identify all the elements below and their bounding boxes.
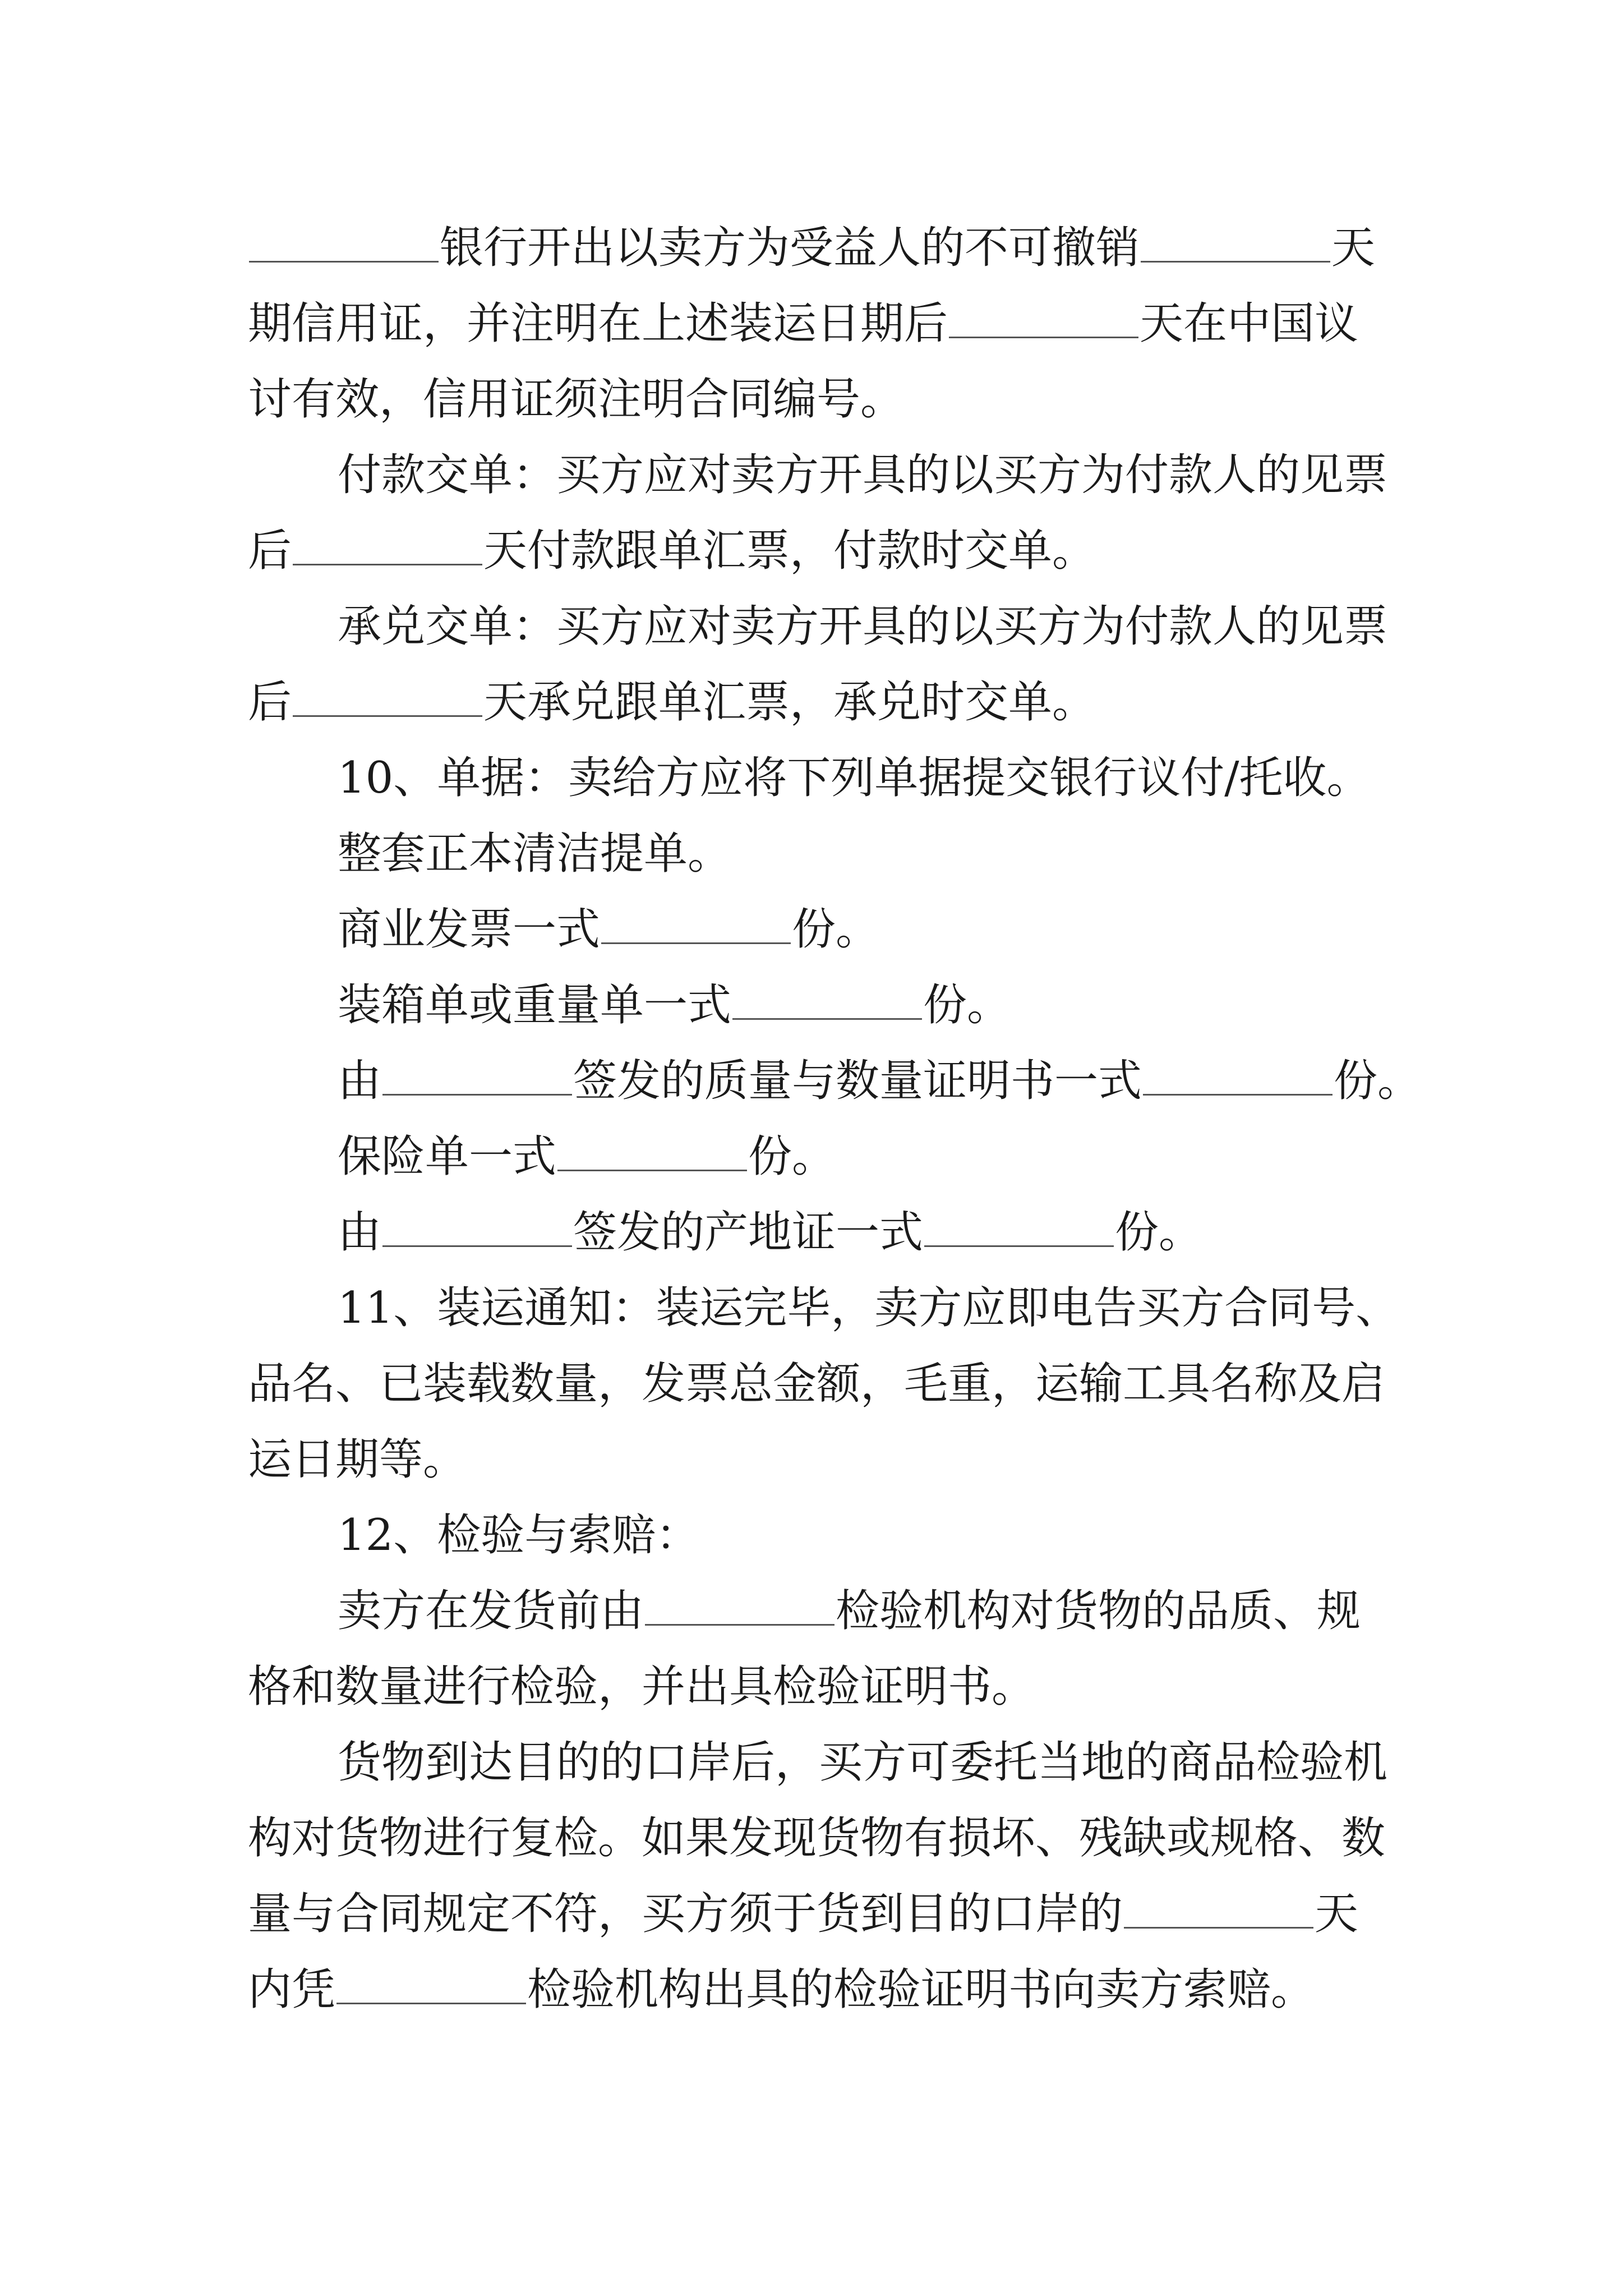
- text-segment: 11、装运通知：装运完毕，卖方应即电告买方合同号、: [338, 1283, 1400, 1333]
- text-line: [248, 1432, 467, 1488]
- paragraph-start-line: [338, 1734, 1387, 1791]
- fill-in-blank: [645, 1589, 834, 1626]
- text-segment: 份。: [923, 980, 1011, 1030]
- text-segment: 份。: [792, 904, 880, 955]
- text-segment: 份。: [1334, 1056, 1422, 1106]
- text-segment: 后: [248, 526, 292, 576]
- text-segment: 天承兑跟单汇票，承兑时交单。: [483, 677, 1096, 728]
- text-segment: 构对货物进行复检。如果发现货物有损坏、残缺或规格、数: [248, 1813, 1386, 1864]
- text-segment: 天: [1331, 223, 1376, 273]
- paragraph-start-line: [338, 826, 731, 882]
- text-segment: 格和数量进行检验，并出具检验证明书。: [248, 1662, 1036, 1712]
- paragraph-start-line: [338, 977, 1011, 1033]
- text-segment: 银行开出以卖方为受益人的不可撤销: [440, 223, 1140, 273]
- text-segment: 装箱单或重量单一式: [338, 980, 732, 1030]
- text-segment: 付款交单：买方应对卖方开具的以买方为付款人的见票: [338, 450, 1388, 500]
- text-segment: 期信用证，并注明在上述装运日期后: [248, 298, 948, 349]
- text-line: [248, 371, 904, 427]
- section-heading: [338, 1280, 1399, 1336]
- fill-in-blank: [1143, 1059, 1332, 1096]
- text-segment: 卖方在发货前由: [338, 1586, 644, 1636]
- text-segment: 运日期等。: [248, 1434, 467, 1485]
- text-line: [248, 1886, 1358, 1942]
- text-segment: 天付款跟单汇票，付款时交单。: [483, 526, 1096, 576]
- fill-in-blank: [293, 680, 482, 717]
- fill-in-blank: [249, 226, 439, 263]
- text-segment: 由: [338, 1207, 382, 1258]
- text-line: [248, 1356, 1385, 1412]
- text-line: [248, 296, 1358, 352]
- paragraph-start-line: [338, 447, 1387, 503]
- fill-in-blank: [924, 1211, 1114, 1247]
- text-line: [248, 1962, 1315, 2018]
- text-segment: 保险单一式: [338, 1131, 557, 1182]
- text-segment: 由: [338, 1056, 382, 1106]
- paragraph-start-line: [338, 1129, 836, 1185]
- text-segment: 天在中国议: [1140, 298, 1359, 349]
- fill-in-blank: [732, 983, 922, 1020]
- text-segment: 承兑交单：买方应对卖方开具的以买方为付款人的见票: [338, 601, 1388, 652]
- section-heading: [338, 750, 1371, 806]
- text-line: [248, 1810, 1385, 1866]
- text-line: [248, 674, 1096, 730]
- text-segment: 量与合同规定不符，买方须于货到目的口岸的: [248, 1889, 1123, 1939]
- text-line: [248, 220, 1375, 276]
- text-segment: 整套正本清洁提单。: [338, 829, 732, 879]
- text-line: [248, 1659, 1035, 1715]
- text-line: [248, 523, 1096, 579]
- fill-in-blank: [1141, 226, 1330, 263]
- paragraph-start-line: [338, 901, 879, 958]
- text-segment: 后: [248, 677, 292, 728]
- text-segment: 10、单据：卖给方应将下列单据提交银行议付/托收。: [338, 753, 1371, 803]
- text-segment: 份。: [748, 1131, 836, 1182]
- fill-in-blank: [949, 302, 1138, 338]
- fill-in-blank: [336, 1968, 526, 2004]
- text-segment: 内凭: [248, 1964, 336, 2015]
- paragraph-start-line: [338, 1583, 1361, 1639]
- text-segment: 签发的质量与数量证明书一式: [573, 1056, 1142, 1106]
- fill-in-blank: [382, 1211, 572, 1247]
- text-segment: 签发的产地证一式: [573, 1207, 924, 1258]
- fill-in-blank: [557, 1135, 747, 1171]
- section-heading: [338, 1507, 699, 1563]
- text-segment: 份。: [1115, 1207, 1203, 1258]
- paragraph-start-line: [338, 599, 1387, 655]
- paragraph-start-line: [338, 1053, 1421, 1109]
- paragraph-start-line: [338, 1204, 1202, 1260]
- text-segment: 检验机构对货物的品质、规: [836, 1586, 1361, 1636]
- fill-in-blank: [1124, 1892, 1313, 1929]
- text-segment: 讨有效，信用证须注明合同编号。: [248, 374, 905, 425]
- text-segment: 商业发票一式: [338, 904, 601, 955]
- text-segment: 天: [1315, 1889, 1359, 1939]
- text-segment: 品名、已装载数量，发票总金额，毛重，运输工具名称及启: [248, 1359, 1386, 1409]
- fill-in-blank: [601, 908, 791, 944]
- text-segment: 货物到达目的的口岸后，买方可委托当地的商品检验机: [338, 1737, 1388, 1788]
- text-segment: 检验机构出具的检验证明书向卖方索赔。: [527, 1964, 1315, 2015]
- fill-in-blank: [293, 529, 482, 565]
- text-segment: 12、检验与索赔：: [338, 1510, 700, 1561]
- fill-in-blank: [382, 1059, 572, 1096]
